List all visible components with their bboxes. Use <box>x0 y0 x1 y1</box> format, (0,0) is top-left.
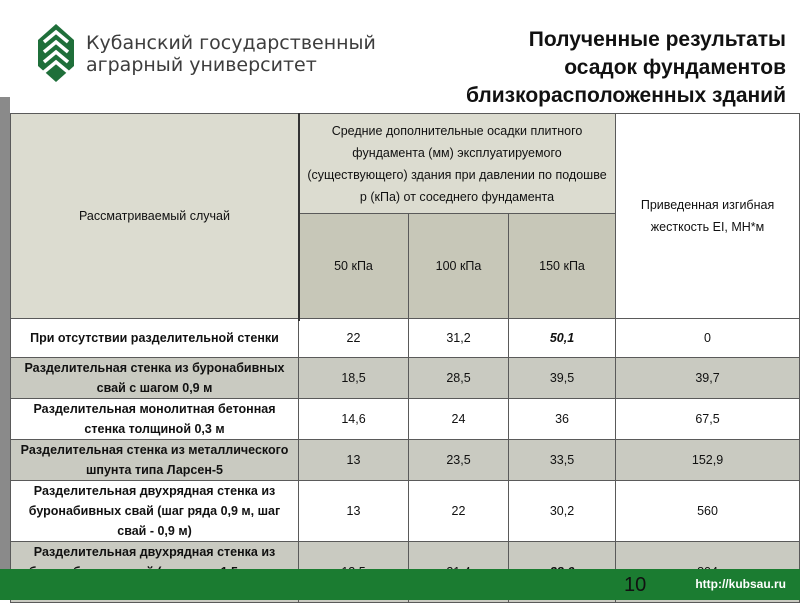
footer-url-link[interactable]: http://kubsau.ru <box>695 577 786 591</box>
results-table <box>10 113 800 603</box>
row-value-150: 36 <box>509 399 616 440</box>
row-value-150: 50,1 <box>509 319 616 358</box>
table-row <box>11 399 800 440</box>
org-name-line1: Кубанский государственный <box>86 32 376 54</box>
row-rigidity: 67,5 <box>616 399 800 440</box>
row-value-100: 22 <box>409 481 509 542</box>
header-divider-line <box>298 113 300 321</box>
row-rigidity: 152,9 <box>616 440 800 481</box>
column-header-case: Рассматриваемый случай <box>11 114 299 319</box>
row-value-150: 39,5 <box>509 358 616 399</box>
table-row <box>11 440 800 481</box>
subheader-100kpa: 100 кПа <box>409 214 509 319</box>
row-case: При отсутствии разделительной стенки <box>11 319 299 358</box>
university-logo-icon <box>36 22 76 84</box>
table-row <box>11 358 800 399</box>
row-value-100: 24 <box>409 399 509 440</box>
column-header-settlement: Средние дополнительные осадки плитного фундамента (мм) эксплуатируемого (существующего) здания при давлении по подошве р (кПа) от соседнего фундамента <box>299 114 616 214</box>
title-line1: Полученные результаты <box>528 28 786 51</box>
row-value-100: 31,2 <box>409 319 509 358</box>
row-case: Разделительная стенка из буронабивных свай с шагом 0,9 м <box>11 358 299 399</box>
row-value-50: 14,6 <box>299 399 409 440</box>
organization-name <box>86 32 376 76</box>
slide-title <box>466 26 786 110</box>
table-row <box>11 481 800 542</box>
subheader-150kpa: 150 кПа <box>509 214 616 319</box>
page-number: 10 <box>624 574 647 596</box>
row-value-50: 13 <box>299 440 409 481</box>
row-value-50: 13 <box>299 481 409 542</box>
row-value-150: 33,5 <box>509 440 616 481</box>
row-value-150: 30,2 <box>509 481 616 542</box>
row-value-100: 28,5 <box>409 358 509 399</box>
row-rigidity: 0 <box>616 319 800 358</box>
row-value-50: 22 <box>299 319 409 358</box>
title-line3: близкорасположенных зданий <box>465 84 786 107</box>
row-value-50: 18,5 <box>299 358 409 399</box>
subheader-50kpa: 50 кПа <box>299 214 409 319</box>
footer-bar <box>0 569 800 600</box>
row-value-100: 23,5 <box>409 440 509 481</box>
row-case: Разделительная двухрядная стенка из <box>11 542 299 603</box>
row-rigidity: 39,7 <box>616 358 800 399</box>
row-case: Разделительная монолитная бетонная стенка толщиной 0,3 м <box>11 399 299 440</box>
title-line2: осадок фундаментов <box>564 56 786 79</box>
left-gray-band <box>0 97 10 600</box>
column-header-rigidity: Приведенная изгибная жесткость EI, МН*м <box>616 114 800 319</box>
row-case: Разделительная двухрядная стенка из буронабивных свай (шаг ряда 0,9 м, шаг свай - 0,9 м) <box>11 481 299 542</box>
table-row <box>11 319 800 358</box>
org-name-line2: аграрный университет <box>86 54 317 76</box>
row-case: Разделительная стенка из металлического шпунта типа Ларсен-5 <box>11 440 299 481</box>
row-rigidity: 560 <box>616 481 800 542</box>
